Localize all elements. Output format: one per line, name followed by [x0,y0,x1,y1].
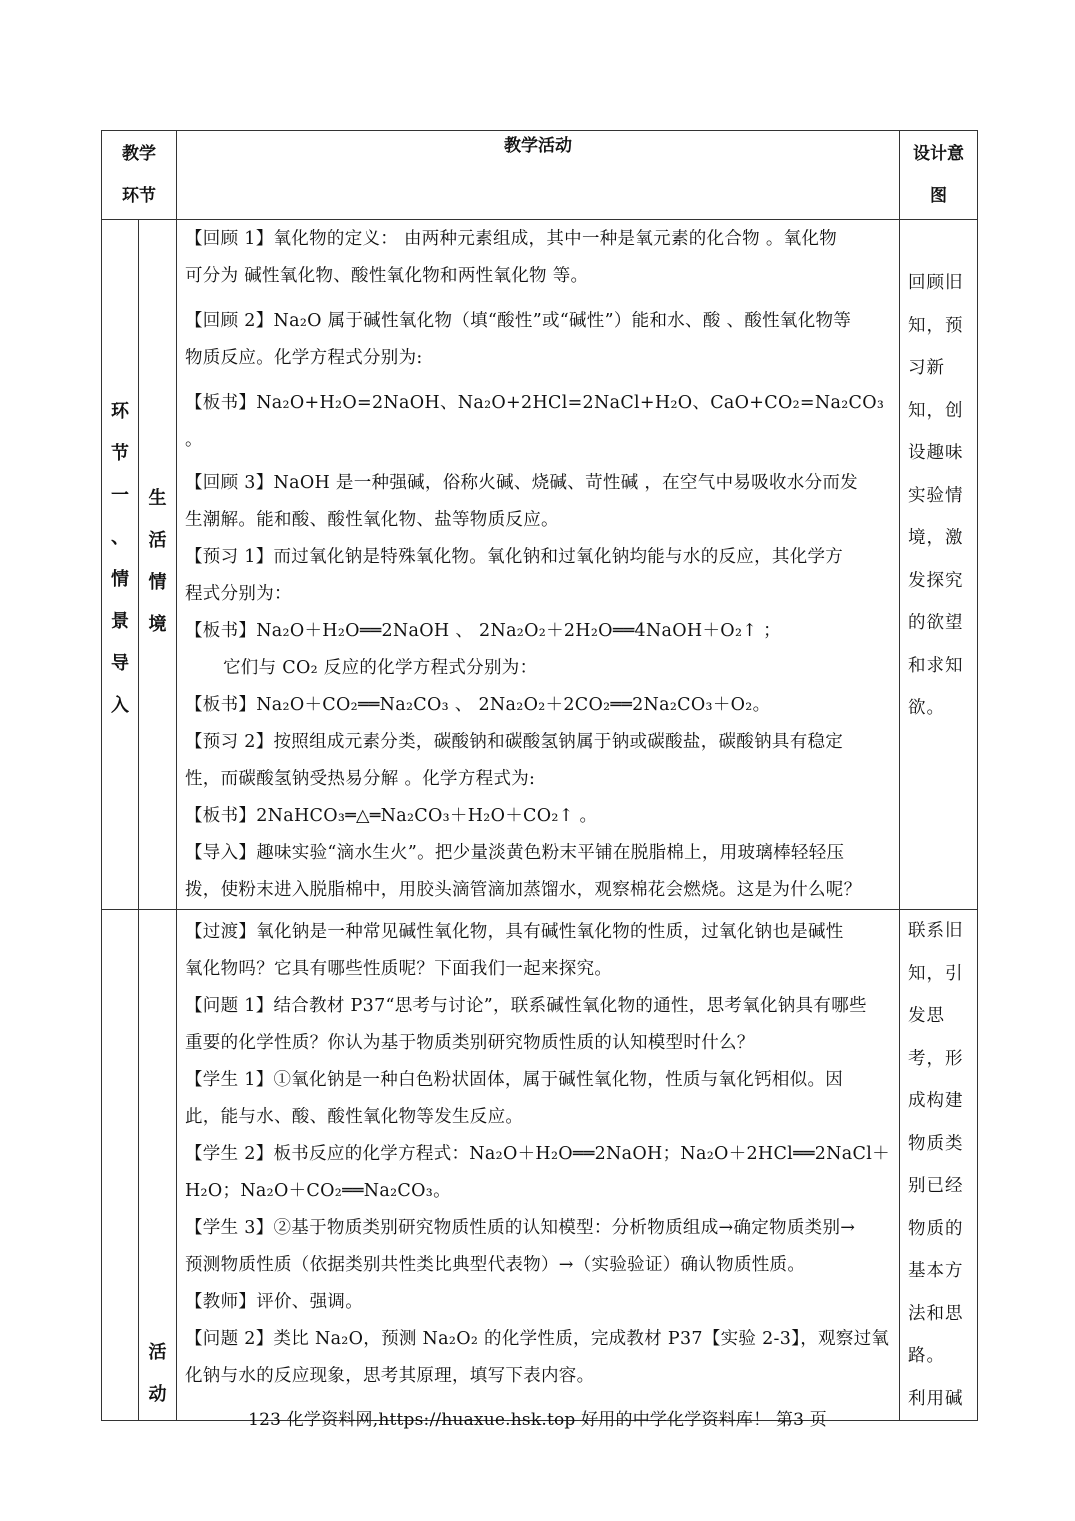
activity-line: 【板书】Na₂O＋CO₂══Na₂CO₃ 、 2Na₂O₂＋2CO₂══2Na₂CO₃＋O₂。 [185,695,771,715]
activity-cell-2 [177,910,900,1421]
activity-line: H₂O；Na₂O＋CO₂══Na₂CO₃。 [185,1181,451,1201]
header-stage-line2: 环节 [122,186,156,206]
header-intent-line2: 图 [930,186,947,206]
activity-line: 可分为 碱性氧化物、酸性氧化物和两性氧化物 等。 [185,266,589,286]
stage-char: 节 [111,442,129,464]
intent-line: 考，形 [908,1048,964,1069]
activity-line: 此，能与水、酸、酸性氧化物等发生反应。 [185,1107,524,1127]
intent-line: 回顾旧 [908,273,964,293]
activity-line: 【预习 2】按照组成元素分类，碳酸钠和碳酸氢钠属于钠或碳酸盐，碳酸钠具有稳定 [185,732,844,752]
substage-char: 活 [148,529,167,551]
intent-line: 习新 [908,358,945,378]
stage-char: 、 [111,526,129,548]
activity-line: 【板书】2NaHCO₃═△═Na₂CO₃＋H₂O＋CO₂↑ 。 [185,806,598,826]
substage-cell-2 [139,910,177,1421]
header-teaching-stage [102,131,177,220]
activity-line: 【学生 3】②基于物质类别研究物质性质的认知模型：分析物质组成→确定物质类别→ [185,1218,856,1238]
activity-line: 氧化物吗？它具有哪些性质呢？下面我们一起来探究。 [185,959,613,979]
intent-line: 法和思 [908,1303,964,1324]
intent-line: 联系旧 [908,921,964,941]
activity-line: 化钠与水的反应现象，思考其原理，填写下表内容。 [185,1366,595,1386]
intent-line: 发思 [908,1006,945,1026]
activity-line: 【学生 1】①氧化钠是一种白色粉状固体，属于碱性氧化物，性质与氧化钙相似。因 [185,1070,844,1090]
activity-line: 【过渡】氧化钠是一种常见碱性氧化物，具有碱性氧化物的性质，过氧化钠也是碱性 [185,922,844,942]
stage-char: 景 [111,610,129,632]
intent-line: 路。 [908,1346,945,1366]
table-row-section1 [102,220,978,910]
intent-line: 成构建 [908,1091,964,1111]
header-teaching-activity: 教学活动 [177,131,900,220]
activity-line: 程式分别为： [185,584,292,604]
table-row-section2 [102,910,978,1421]
activity-line: 性，而碳酸氢钠受热易分解 。化学方程式为: [185,769,536,789]
activity-line: 【导入】趣味实验“滴水生火”。把少量淡黄色粉末平铺在脱脂棉上，用玻璃棒轻轻压 [185,843,845,863]
intent-line: 境，激 [908,528,964,548]
activity-line: 【学生 2】板书反应的化学方程式：Na₂O＋H₂O══2NaOH；Na₂O＋2HCl══2NaCl＋ [185,1144,890,1164]
intent-line: 基本方 [908,1261,964,1281]
substage-char: 活 [148,1342,167,1363]
lesson-plan-table [101,130,978,1421]
stage-char: 入 [111,694,129,716]
intent-line: 知，创 [908,400,964,421]
substage-char: 动 [148,1384,167,1405]
intent-line: 别已经 [908,1176,964,1196]
intent-line: 和求知 [908,655,964,676]
intent-line: 物质的 [908,1218,964,1239]
activity-line: 【板书】Na₂O＋H₂O══2NaOH 、 2Na₂O₂＋2H₂O══4NaOH＋O₂↑ ； [185,621,781,641]
stage-char: 情 [111,568,129,590]
substage-char: 情 [148,571,167,593]
activity-line: 【板书】Na₂O+H₂O=2NaOH、Na₂O+2HCl=2NaCl+H₂O、CaO+CO₂=Na₂CO₃ 。 [185,393,885,450]
intent-line: 欲。 [908,698,945,718]
activity-line: 【教师】评价、强调。 [185,1292,363,1312]
activity-line: 【预习 1】而过氧化钠是特殊氧化物。氧化钠和过氧化钠均能与水的反应，其化学方 [185,547,844,567]
activity-cell-1 [177,220,900,910]
intent-line: 知，预 [908,315,964,336]
stage-cell-2 [102,910,139,1421]
intent-line: 的欲望 [908,613,964,633]
activity-line: 拨，使粉末进入脱脂棉中，用胶头滴管滴加蒸馏水，观察棉花会燃烧。这是为什么呢？ [185,880,862,900]
header-design-intent [900,131,978,220]
stage-char: 环 [111,400,129,422]
activity-line: 【回顾 2】Na₂O 属于碱性氧化物（填“酸性”或“碱性”）能和水、酸 、酸性氧化物等 [185,311,852,331]
header-stage-line1: 教学 [122,144,156,164]
activity-line: 物质反应。化学方程式分别为: [185,348,423,368]
intent-line: 发探究 [908,570,964,591]
intent-line: 实验情 [908,485,964,506]
intent-line: 知，引 [908,963,964,984]
activity-line: 它们与 CO₂ 反应的化学方程式分别为： [223,658,538,678]
stage-char: 一 [111,484,129,506]
activity-line: 【问题 1】结合教材 P37“思考与讨论”，联系碱性氧化物的通性，思考氧化钠具有哪些 [185,996,867,1016]
substage-cell-1 [139,220,177,910]
activity-line: 预测物质性质（依据类别共性类比典型代表物）→（实验验证）确认物质性质。 [185,1255,806,1275]
stage-cell-1 [102,220,139,910]
activity-line: 生潮解。能和酸、酸性氧化物、盐等物质反应。 [185,510,559,530]
activity-line: 【回顾 3】NaOH 是一种强碱，俗称火碱、烧碱、苛性碱 ，在空气中易吸收水分而发 [185,473,858,493]
stage-char: 导 [111,652,129,674]
activity-line: 【回顾 1】氧化物的定义： 由两种元素组成，其中一种是氧元素的化合物 。氧化物 [185,229,838,249]
activity-line: 【问题 2】类比 Na₂O，预测 Na₂O₂ 的化学性质，完成教材 P37【实验 2-3】，观察过氧 [185,1329,890,1349]
intent-line: 物质类 [908,1133,964,1154]
design-intent-cell-2 [900,910,978,1421]
intent-line: 设趣味 [908,443,964,463]
design-intent-cell-1 [900,220,978,910]
intent-line: 利用碱 [908,1388,964,1409]
substage-char: 境 [148,613,167,635]
activity-line: 重要的化学性质？你认为基于物质类别研究物质性质的认知模型时什么？ [185,1033,755,1053]
table-header-row [102,131,978,220]
header-intent-line1: 设计意 [913,144,964,164]
substage-char: 生 [148,487,167,509]
page-footer: 123 化学资料网,https://huaxue.hsk.top 好用的中学化学资料库！ 第3 页 [248,1410,827,1430]
